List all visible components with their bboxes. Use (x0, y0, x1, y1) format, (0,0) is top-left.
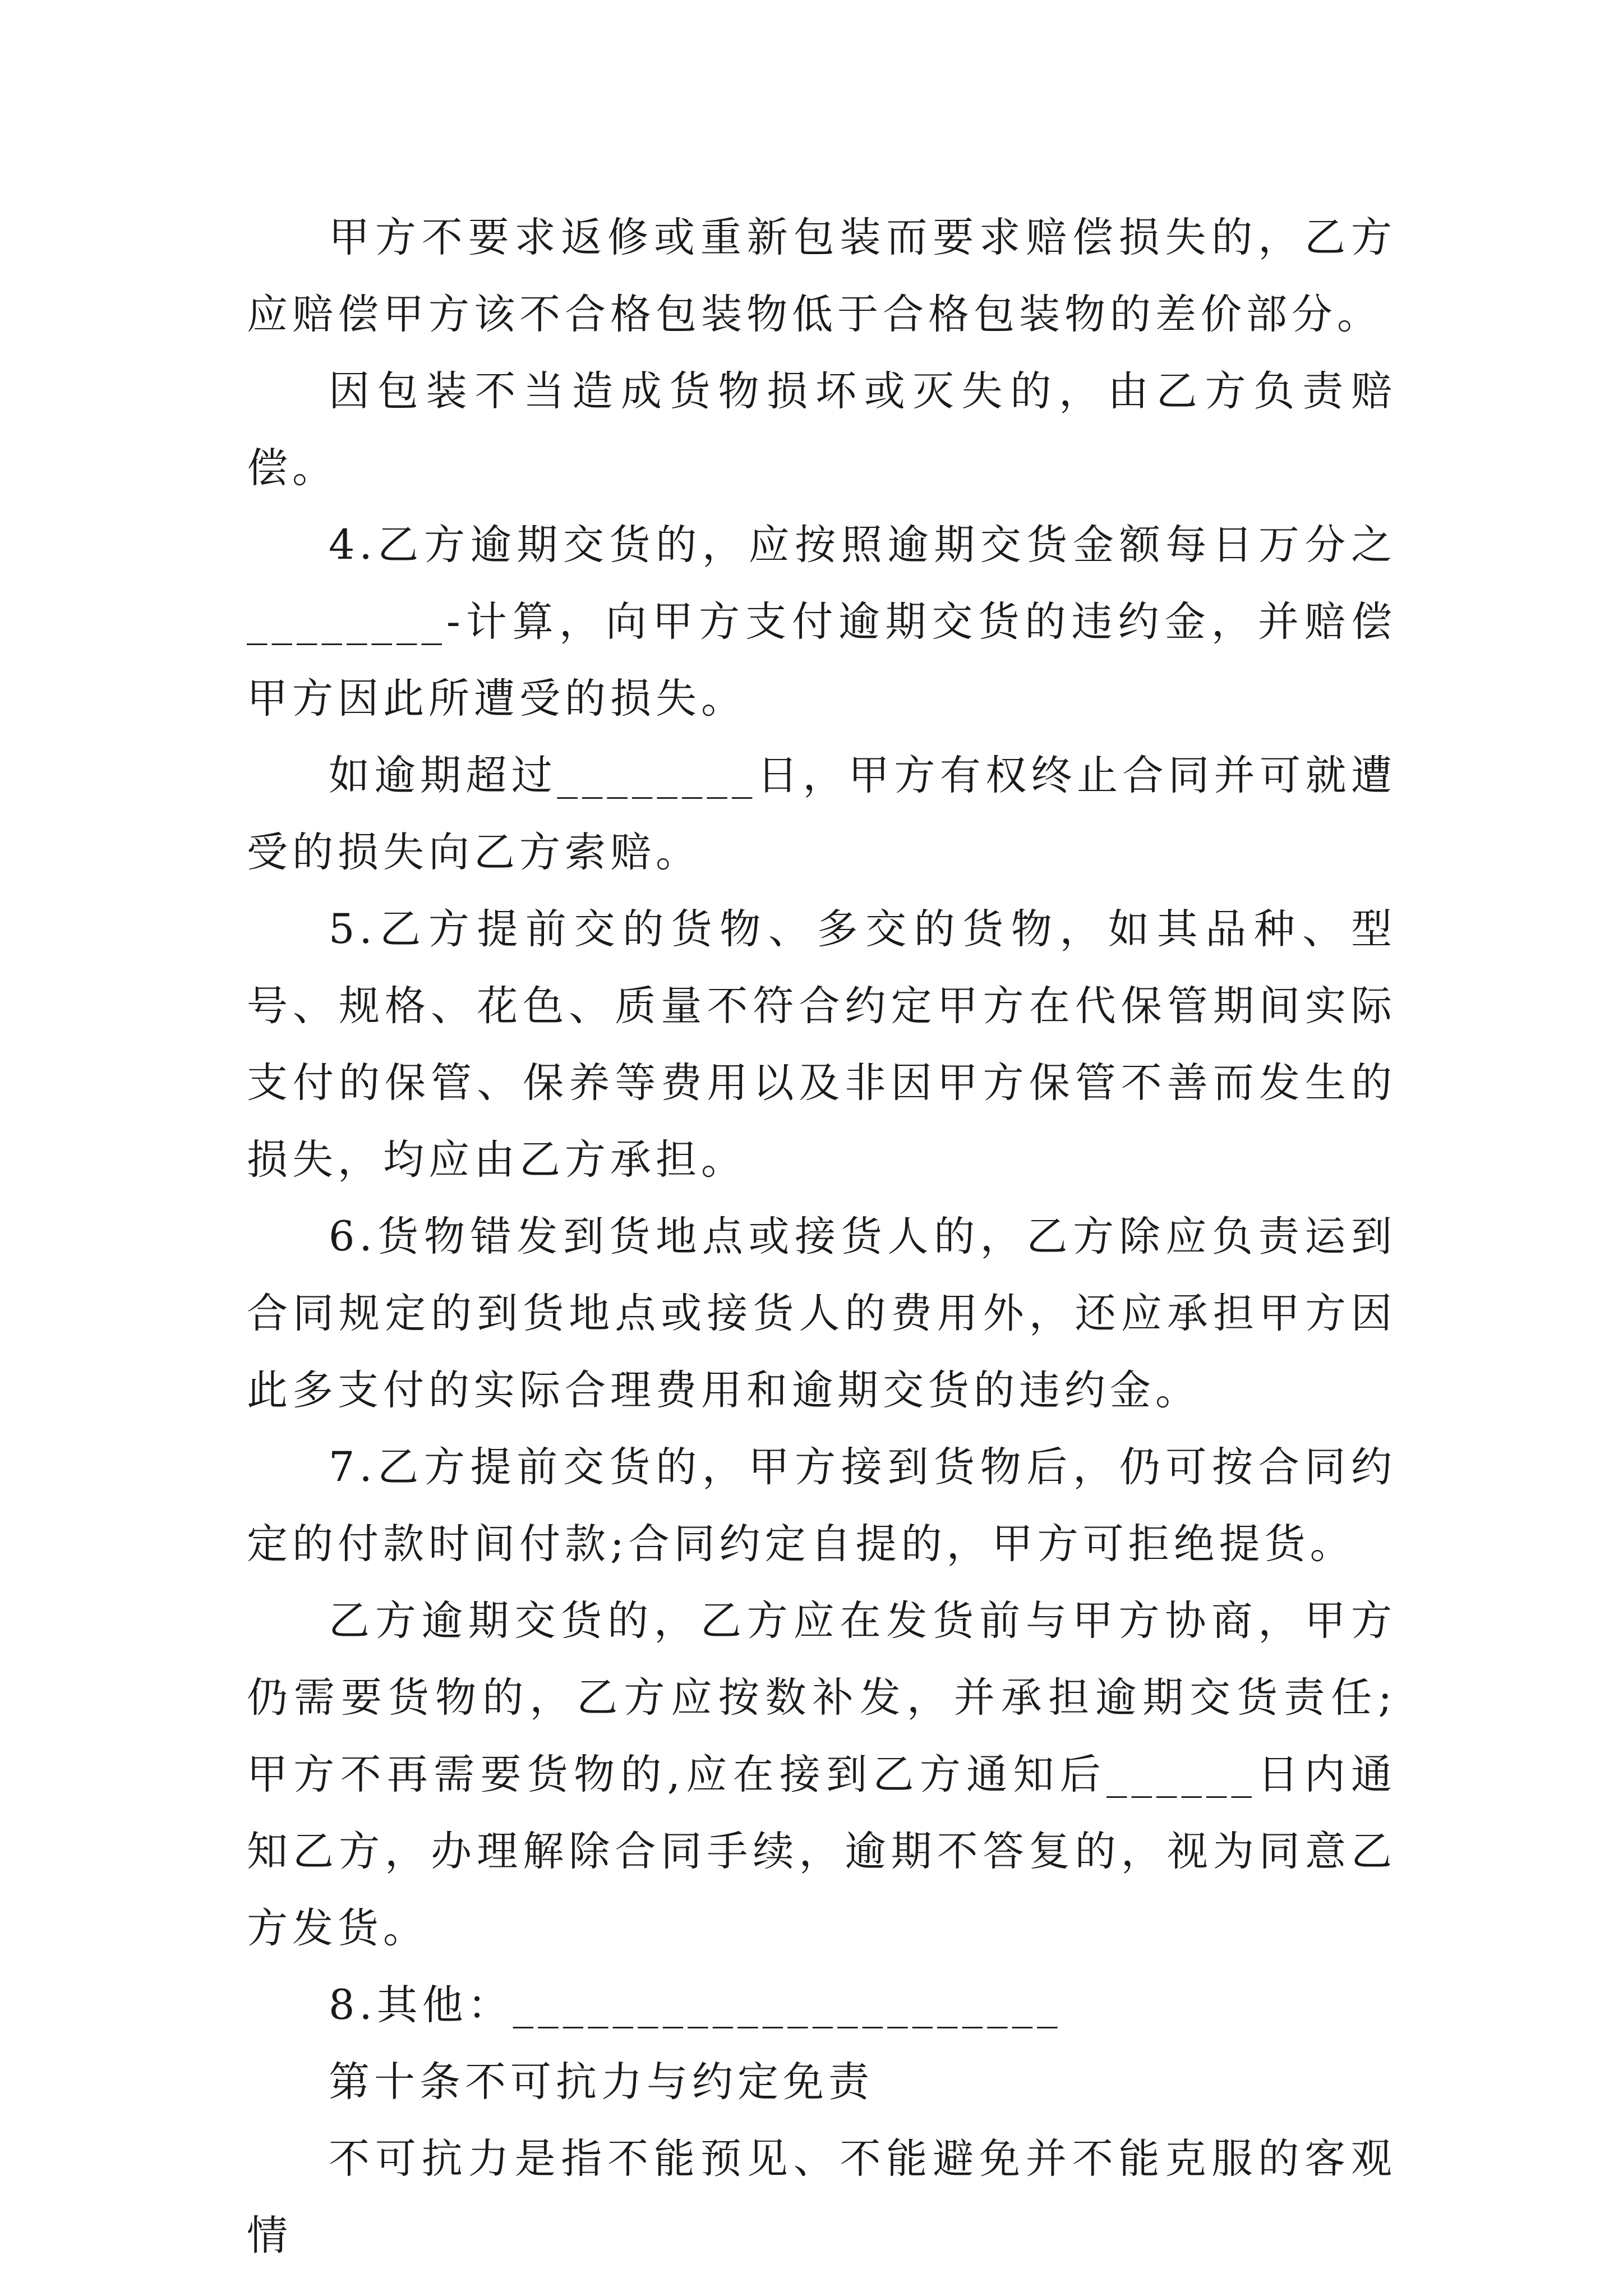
paragraph: 乙方逾期交货的，乙方应在发货前与甲方协商，甲方仍需要货物的，乙方应按数补发，并承担逾期交货责任;甲方不再需要货物的,应在接到乙方通知后______日内通知乙方，办理解除合同手续，逾期不答复的，视为同意乙方发货。 (247, 1597, 1396, 1952)
paragraph: 不可抗力是指不能预见、不能避免并不能克服的客观情 (247, 2135, 1396, 2260)
paragraph: 如逾期超过________日，甲方有权终止合同并可就遭受的损失向乙方索赔。 (247, 752, 1396, 876)
paragraph: 因包装不当造成货物损坏或灭失的，由乙方负责赔偿。 (247, 367, 1396, 492)
paragraph: 8.其他：______________________ (329, 1981, 1062, 2029)
paragraph: 4.乙方逾期交货的，应按照逾期交货金额每日万分之________-计算，向甲方支付逾期交货的违约金，并赔偿甲方因此所遭受的损失。 (247, 521, 1396, 723)
paragraph: 6.货物错发到货地点或接货人的，乙方除应负责运到合同规定的到货地点或接货人的费用外，还应承担甲方因此多支付的实际合理费用和逾期交货的违约金。 (247, 1213, 1396, 1414)
paragraph: 7.乙方提前交货的，甲方接到货物后，仍可按合同约定的付款时间付款;合同约定自提的，甲方可拒绝提货。 (247, 1443, 1396, 1568)
paragraph: 5.乙方提前交的货物、多交的货物，如其品种、型号、规格、花色、质量不符合约定甲方在代保管期间实际支付的保管、保养等费用以及非因甲方保管不善而发生的损失，均应由乙方承担。 (247, 905, 1396, 1184)
paragraph: 甲方不要求返修或重新包装而要求赔偿损失的，乙方应赔偿甲方该不合格包装物低于合格包装物的差价部分。 (247, 214, 1396, 338)
document-body (247, 199, 1396, 2274)
section-heading: 第十条不可抗力与约定免责 (329, 2058, 874, 2106)
